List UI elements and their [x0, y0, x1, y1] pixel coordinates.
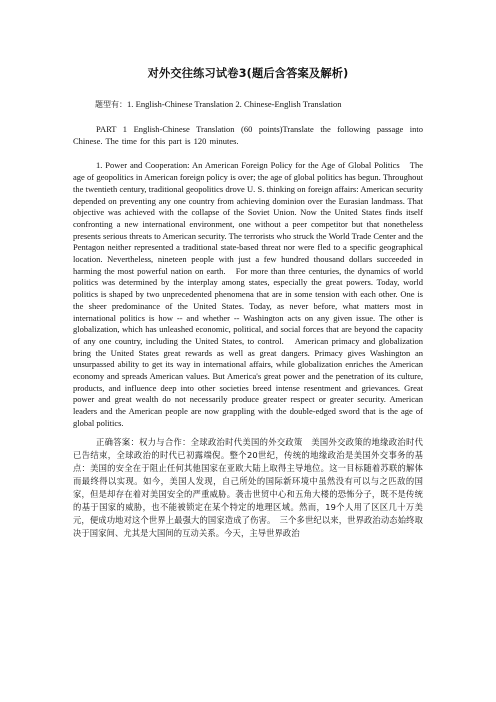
answer-paragraph [73, 436, 423, 540]
question-types-label: 题型有： [95, 100, 127, 109]
answer-label: 正确答案： [96, 436, 140, 447]
document-body [73, 124, 423, 548]
question-types-line [95, 98, 435, 111]
answer-text: 权力与合作：全球政治时代美国的外交政策 美国外交政策的地缘政治时代已告结束，全球政治的时代已初露端倪。整个20世纪，传统的地缘政治是美国外交事务的基点：美国的安全在于阻止任何其他国家在亚欧大陆上取得主导地位。这一目标随着苏联的解体而最终得以实现。如今，美国人发现，自己所处的国际新环境中虽然没有可以与之匹敌的国家，但是却存在着对美国安全的严重威胁。袭击世贸中心和五角大楼的恐怖分子，既不是传统的基于国家的威胁，也不能被锁定在某个特定的地理区域。然而，19个人用了区区几十万美元，便成功地对这个世界上最强大的国家造成了伤害。 三个多世纪以来，世界政治动态始终取决于国家间、尤其是大国间的互动关系。今天，主导世界政治 [73, 436, 423, 538]
question-types-text: 1. English-Chinese Translation 2. Chinese-English Translation [127, 99, 342, 109]
question-1-passage: 1. Power and Cooperation: An American Foreign Policy for the Age of Global Politics The age of geopolitics in American foreign policy is over; the age of global politics has begun. Throughout the twentieth century, traditional geopolitics drove U. S. thinking on foreign affairs: American security depended on preventing any one country from achieving dominion over the Eurasian landmass. That objective was achieved with the collapse of the Soviet Union. Now the United States finds itself confronting a new international environment, one without a peer competitor but that nonetheless presents serious threats to American security. The terrorists who struck the World Trade Center and the Pentagon neither represented a traditional state-based threat nor were fled to a specific geographical location. Nevertheless, nineteen people with just a few hundred thousand dollars succeeded in harming the most powerful nation on earth. For more than three centuries, the dynamics of world politics was determined by the interplay among states, especially the great powers. Today, world politics is shaped by two unprecedented phenomena that are in some tension with each other. One is the sheer predominance of the United States. Today, as never before, what matters most in international politics is how -- and whether -- Washington acts on any given issue. The other is globalization, which has unleashed economic, political, and social forces that are beyond the capacity of any one country, including the United States, to control. American primacy and globalization bring the United States great rewards as well as great dangers. Primacy gives Washington an unsurpassed ability to get its way in international affairs, while globalization enriches the American economy and spreads American values. But America's great power and the penetration of its culture, products, and influence deep into other societies breed intense resentment and grievances. Great power and great wealth do not necessarily produce greater respect or greater security. American leaders and the American people are now grappling with the double-edged sword that is the age of global politics. [73, 160, 423, 428]
page-title: 对外交往练习试卷3(题后含答案及解析) [147, 67, 349, 80]
part-instruction: PART 1 English-Chinese Translation (60 points)Translate the following passage into Chinese. The time for this part is 120 minutes. [73, 124, 423, 146]
